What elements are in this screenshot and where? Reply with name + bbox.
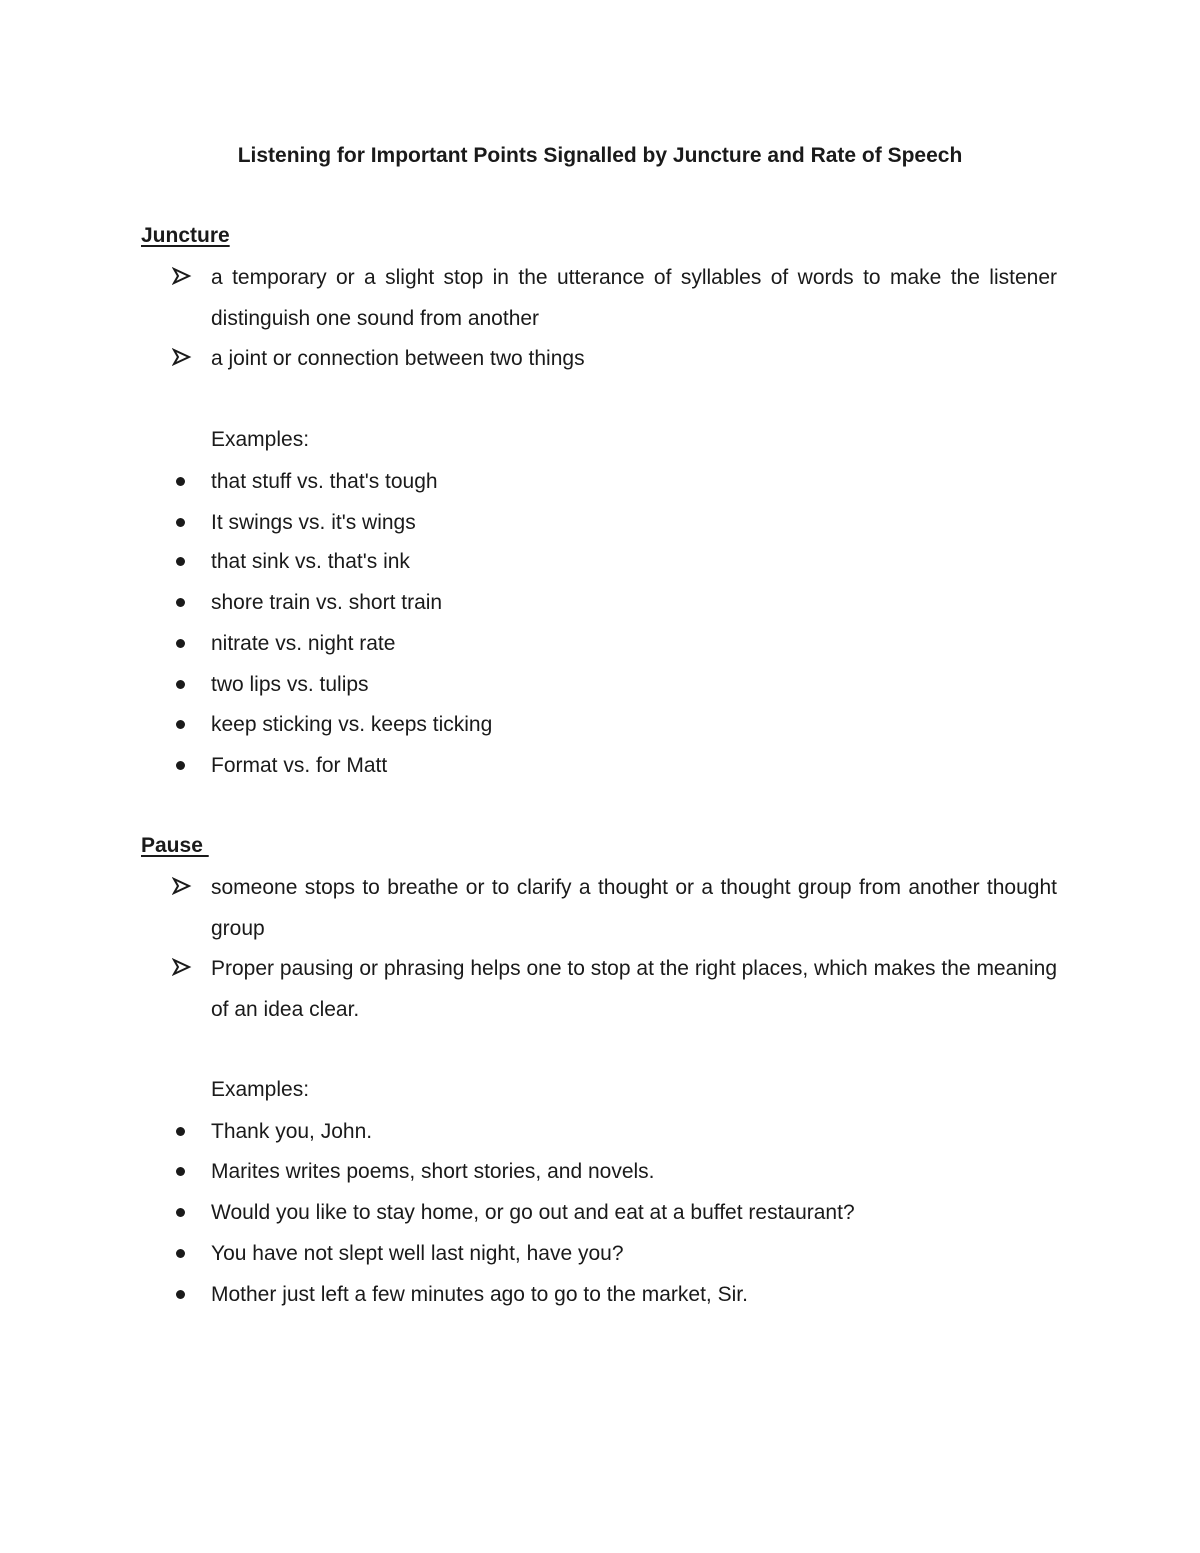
- example-text: shore train vs. short train: [211, 591, 443, 614]
- arrow-bullet-icon: [172, 876, 196, 900]
- round-bullet-icon: [176, 477, 185, 486]
- example-text: Format vs. for Matt: [211, 754, 388, 777]
- round-bullet-icon: [176, 720, 185, 729]
- round-bullet-icon: [176, 1208, 185, 1217]
- page-title: Listening for Important Points Signalled by Juncture and Rate of Speech: [237, 144, 963, 167]
- arrow-bullet-icon: [172, 347, 196, 371]
- definition-text: a joint or connection between two things: [211, 347, 585, 370]
- round-bullet-icon: [176, 1290, 185, 1299]
- definition-text: Proper pausing or phrasing helps one to stop at the right places, which makes the meaning of an idea clear.: [211, 957, 1057, 1021]
- definition-text: someone stops to breathe or to clarify a thought or a thought group from another thought group: [211, 876, 1057, 940]
- arrow-bullet-icon: [172, 266, 196, 290]
- example-text: that stuff vs. that's tough: [211, 470, 438, 493]
- example-text: It swings vs. it's wings: [211, 511, 416, 534]
- example-text: Thank you, John.: [211, 1120, 373, 1143]
- example-text: You have not slept well last night, have you?: [211, 1242, 624, 1265]
- example-text: that sink vs. that's ink: [211, 550, 410, 573]
- round-bullet-icon: [176, 557, 185, 566]
- example-text: two lips vs. tulips: [211, 673, 369, 696]
- round-bullet-icon: [176, 1167, 185, 1176]
- round-bullet-icon: [176, 518, 185, 527]
- round-bullet-icon: [176, 1249, 185, 1258]
- section-heading-pause: Pause: [141, 834, 209, 857]
- definition-text: a temporary or a slight stop in the utterance of syllables of words to make the listener distinguish one sound from another: [211, 266, 1057, 330]
- round-bullet-icon: [176, 639, 185, 648]
- round-bullet-icon: [176, 761, 185, 770]
- round-bullet-icon: [176, 1127, 185, 1136]
- round-bullet-icon: [176, 598, 185, 607]
- round-bullet-icon: [176, 680, 185, 689]
- examples-label: Examples:: [211, 428, 310, 451]
- example-text: Mother just left a few minutes ago to go to the market, Sir.: [211, 1283, 748, 1306]
- example-text: nitrate vs. night rate: [211, 632, 396, 655]
- example-text: Would you like to stay home, or go out and eat at a buffet restaurant?: [211, 1201, 855, 1224]
- section-heading-juncture: Juncture: [141, 224, 230, 247]
- arrow-bullet-icon: [172, 957, 196, 981]
- examples-label: Examples:: [211, 1078, 310, 1101]
- example-text: keep sticking vs. keeps ticking: [211, 713, 493, 736]
- example-text: Marites writes poems, short stories, and novels.: [211, 1160, 655, 1183]
